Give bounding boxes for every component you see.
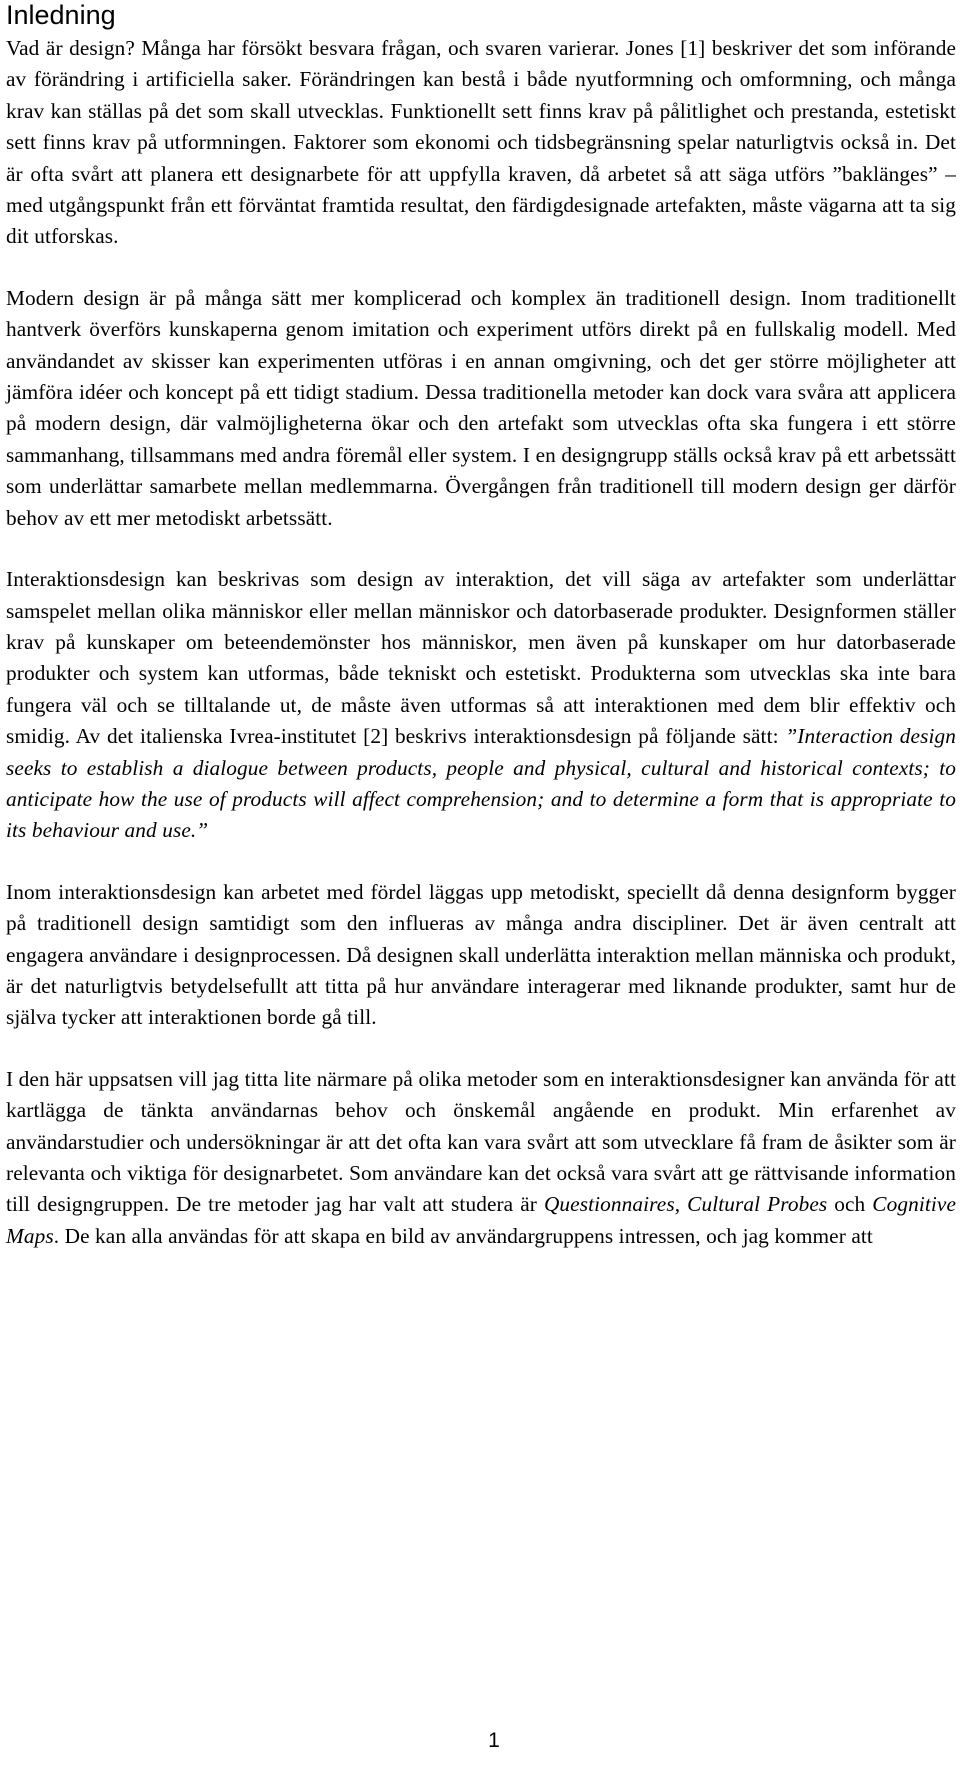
paragraph-5-text-end: . De kan alla användas för att skapa en bild av användargruppens intressen, och jag kommer att bbox=[53, 1223, 873, 1248]
page-number: 1 bbox=[488, 1729, 500, 1752]
section-heading: Inledning bbox=[6, 0, 116, 30]
ivrea-quote: ”Interaction design seeks to establish a dialogue between products, people and physical, cultural and historical contexts; to anticipate how the use of products will affect comprehension; and to determine a form that is appropriate to its behaviour and use.” bbox=[6, 724, 956, 843]
method-cultural-probes: Cultural Probes bbox=[687, 1192, 828, 1217]
paragraph-2 bbox=[6, 283, 956, 534]
document-page bbox=[6, 0, 956, 1252]
paragraph-5 bbox=[6, 1064, 956, 1252]
page-footer bbox=[0, 1728, 960, 1754]
paragraph-4-text: Inom interaktionsdesign kan arbetet med fördel läggas upp metodiskt, speciellt då denna designform bygger på traditionell design samtidigt som den influeras av många andra discipliner. Det är även centralt att engagera användare i designprocessen. Då designen skall underlätta interaktion mellan människa och produkt, är det naturligtvis betydelsefullt att titta på hur användare interagerar med liknande produkter, samt hur de själva tycker att interaktionen borde gå till. bbox=[6, 879, 956, 1030]
paragraph-3 bbox=[6, 564, 956, 847]
paragraph-2-text: Modern design är på många sätt mer komplicerad och komplex än traditionell design. Inom traditionellt hantverk överförs kunskaperna genom imitation och experiment utförs direkt på en fullskalig modell. Med användandet av skisser kan experimenten utföras i en annan omgivning, och det ger större möjligheter att jämföra idéer och koncept på ett tidigt stadium. Dessa traditionella metoder kan dock vara svåra att applicera på modern design, där valmöjligheterna ökar och den artefakt som utvecklas ofta ska fungera i ett större sammanhang, tillsammans med andra föremål eller system. I en designgrupp ställs också krav på ett arbetssätt som underlättar samarbete mellan medlemmarna. Övergången från traditionell till modern design ger därför behov av ett mer metodiskt arbetssätt. bbox=[6, 285, 956, 530]
method-cognitive-maps: Cognitive Maps bbox=[6, 1192, 957, 1248]
paragraph-5-text-start: I den här uppsatsen vill jag titta lite närmare på olika metoder som en interaktionsdesigner kan använda för att kartlägga de tänkta användarnas behov och önskemål angående en produkt. Min erfarenhet av användarstudier och undersökningar är att det ofta kan vara svårt att som utvecklare få fram de åsikter som är relevanta och viktiga för designarbetet. Som användare kan det också vara svårt att ge rättvisande information till designgruppen. De tre metoder jag har valt att studera är bbox=[6, 1066, 956, 1217]
method-questionnaires: Questionnaires bbox=[543, 1192, 675, 1217]
paragraph-3-text: Interaktionsdesign kan beskrivas som design av interaktion, det vill säga av artefakter som underlättar samspelet mellan olika människor eller mellan människor och datorbaserade produkter. Designformen ställer krav på kunskaper om beteendemönster hos människor, men även på kunskaper om hur datorbaserade produkter och system kan utformas, både tekniskt och estetiskt. Produkterna som utvecklas ska inte bara fungera väl och se tilltalande ut, de måste även utformas så att interaktionen med dem blir effektiv och smidig. Av det italienska Ivrea-institutet [2] beskrivs interaktionsdesign på följande sätt: bbox=[6, 567, 956, 749]
method-separator-1: , bbox=[674, 1192, 688, 1217]
paragraph-1 bbox=[6, 33, 956, 253]
method-separator-2: och bbox=[827, 1192, 873, 1217]
paragraph-4 bbox=[6, 877, 956, 1034]
paragraph-1-text: Vad är design? Många har försökt besvara frågan, och svaren varierar. Jones [1] beskriver det som införande av förändring i artificiella saker. Förändringen kan bestå i både nyutformning och omformning, och många krav kan ställas på det som skall utvecklas. Funktionellt sett finns krav på pålitlighet och prestanda, estetiskt sett finns krav på utformningen. Faktorer som ekonomi och tidsbegränsning spelar naturligtvis också in. Det är ofta svårt att planera ett designarbete för att uppfylla kraven, då arbetet så att säga utförs ”baklänges” – med utgångspunkt från ett förväntat framtida resultat, den färdigdesignade artefakten, måste vägarna att ta sig dit utforskas. bbox=[6, 36, 956, 249]
